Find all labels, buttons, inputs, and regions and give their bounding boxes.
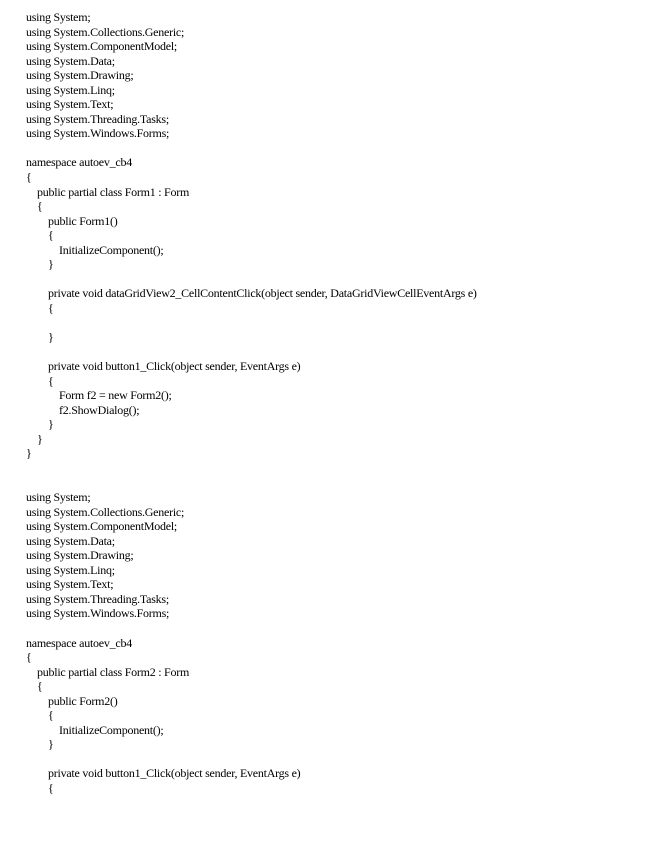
code-line: } — [26, 417, 54, 432]
code-line: { — [26, 679, 43, 694]
code-line: using System.ComponentModel; — [26, 39, 178, 54]
code-line: } — [26, 257, 54, 272]
code-line: public partial class Form1 : Form — [26, 184, 190, 199]
code-line: { — [26, 780, 54, 795]
code-line — [26, 476, 477, 491]
code-line: using System.Text; — [26, 577, 114, 592]
code-line: namespace autoev_cb4 — [26, 635, 132, 650]
code-line: } — [26, 737, 54, 752]
code-line: using System.Data; — [26, 53, 115, 68]
code-line: using System; — [26, 490, 91, 505]
code-line: InitializeComponent(); — [26, 722, 164, 737]
code-line: { — [26, 650, 32, 665]
source-code-block — [26, 10, 477, 796]
code-line: using System.Threading.Tasks; — [26, 111, 169, 126]
code-line: private void button1_Click(object sender, EventArgs e) — [26, 359, 301, 374]
code-line: using System.Drawing; — [26, 548, 134, 563]
code-line: using System.Threading.Tasks; — [26, 591, 169, 606]
code-line: f2.ShowDialog(); — [26, 402, 140, 417]
code-line: private void dataGridView2_CellContentClick(object sender, DataGridViewCellEventArgs e) — [26, 286, 477, 301]
code-line: using System.Data; — [26, 533, 115, 548]
code-line — [26, 272, 477, 287]
code-line: using System.Windows.Forms; — [26, 606, 170, 621]
code-line: using System.Collections.Generic; — [26, 504, 185, 519]
code-line: using System.Drawing; — [26, 68, 134, 83]
code-line: using System; — [26, 10, 91, 24]
code-line: { — [26, 199, 43, 214]
code-line: using System.ComponentModel; — [26, 519, 178, 534]
code-line: Form f2 = new Form2(); — [26, 388, 172, 403]
code-line: } — [26, 330, 54, 345]
code-line — [26, 345, 477, 360]
code-line: { — [26, 708, 54, 723]
code-line — [26, 141, 477, 156]
code-line: { — [26, 228, 54, 243]
code-line: public partial class Form2 : Form — [26, 664, 190, 679]
code-line: using System.Collections.Generic; — [26, 24, 185, 39]
code-line: { — [26, 373, 54, 388]
code-line — [26, 752, 477, 767]
code-line: using System.Text; — [26, 97, 114, 112]
code-line: using System.Windows.Forms; — [26, 126, 170, 141]
code-line: { — [26, 300, 54, 315]
code-line: namespace autoev_cb4 — [26, 155, 132, 170]
code-line — [26, 315, 477, 330]
code-line: } — [26, 446, 32, 461]
code-line: using System.Linq; — [26, 562, 115, 577]
code-line — [26, 461, 477, 476]
code-line: { — [26, 170, 32, 185]
code-line — [26, 621, 477, 636]
code-line: using System.Linq; — [26, 82, 115, 97]
code-line: private void button1_Click(object sender, EventArgs e) — [26, 766, 301, 781]
code-line: public Form2() — [26, 693, 118, 708]
code-line: } — [26, 431, 43, 446]
code-line: InitializeComponent(); — [26, 242, 164, 257]
code-line: public Form1() — [26, 213, 118, 228]
